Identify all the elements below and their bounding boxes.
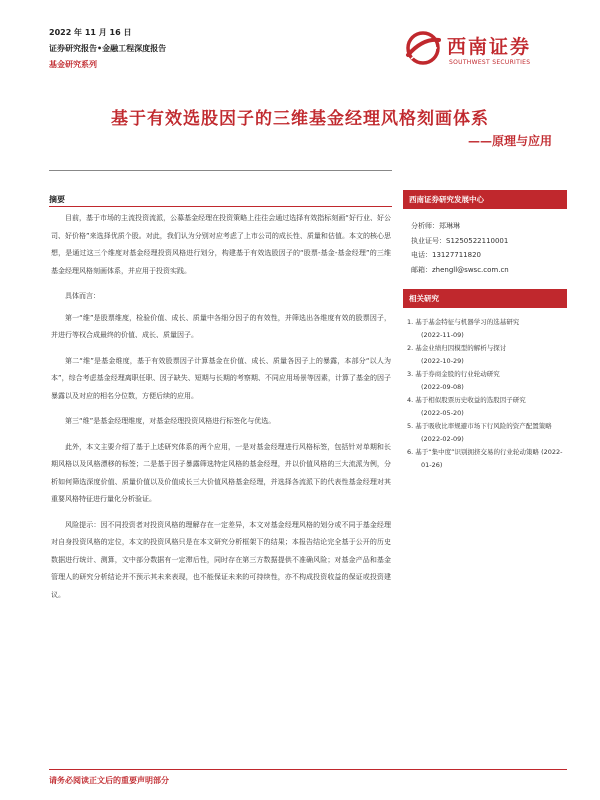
abstract-body [51,210,391,612]
report-subtitle: ——原理与应用 [467,134,552,148]
analyst-contact [403,209,567,283]
logo-name-cn: 西南证券 [447,36,532,58]
report-type: 证券研究报告•金融工程深度报告 [49,44,167,53]
report-series: 基金研究系列 [49,60,97,69]
phone-label: 电话： [411,251,432,259]
analyst-label: 分析师： [411,222,439,230]
abstract-paragraph: 目前，基于市场的主流投资流派，公募基金经理在投资策略上往往会通过选择有效指标刻画“好行业、好公司、好价格”来选择优质个股。对此，我们认为分别对应考虑了上市公司的成长性、质量和估值。本文的核心思想，是通过这三个维度对基金经理投资风格进行划分，构建基于有效选股因子的“股票-基金-基金经理”的三维基金经理风格刻画体系，并应用于投资实践。 [51,214,391,275]
related-item[interactable]: 3. 基于券商金股的行业轮动研究 (2022-09-08) [407,370,500,391]
related-item[interactable]: 5. 基于吸收比率规避市场下行风险的资产配置策略 (2022-02-09) [407,422,552,443]
abstract-paragraph: 第三“维”是基金经理维度，对基金经理投资风格进行标签化与优选。 [65,417,276,425]
related-item[interactable]: 1. 基于基金特征与机器学习的选基研究 (2022-11-09) [407,318,520,339]
license-number: S1250522110001 [446,236,509,245]
logo-emblem-icon [403,28,443,68]
license-label: 执业证号： [411,236,446,245]
abstract-divider [49,206,392,207]
email-label: 邮箱： [411,265,432,274]
related-item[interactable]: 4. 基于相似股票历史收益的选股因子研究 (2022-05-20) [407,396,526,417]
footer-divider [49,769,567,770]
related-research-list [403,308,567,471]
related-research-heading: 相关研究 [403,289,567,308]
related-item[interactable]: 6. 基于“集中度”识别拥挤交易的行业轮动策略 (2022-01-26) [407,448,563,469]
abstract-heading: 摘要 [49,195,65,204]
abstract-paragraph: 第二“维”是基金维度，基于有效股票因子计算基金在价值、成长、质量各因子上的暴露，本部分“以人为本”，综合考虑基金经理离职任职、因子缺失、短期与长期的考察期、不同应用场景等因素，计算了基金的因子暴露以及对应的相名分位数，方便后续的应用。 [51,356,391,400]
report-date: 2022 年 11 月 16 日 [49,28,132,37]
sidebar [403,190,567,472]
risk-warning: 风险提示：因不同投资者对投资风格的理解存在一定差异，本文对基金经理风格的划分或不同于基金经理对自身投资风格的定位，本文的投资风格只是在本文研究分析框架下的结果；本报告结论完全基于公开的历史数据进行统计、测算，文中部分数据有一定滞后性，同时存在第三方数据提供不准确风险；对基金产品和基金管理人的研究分析结论并不预示其未来表现，也不能保证未来的可持续性，亦不构成投资收益的保证或投资建议。 [51,520,391,599]
company-logo [403,26,563,72]
abstract-paragraph: 此外，本文主要介绍了基于上述研究体系的两个应用，一是对基金经理进行风格标签，包括针对单期和长期风格以及风格漂移的标签；二是基于因子暴露筛选特定风格的基金经理，并以价值风格的三大流派为例，分析如何筛选深度价值、质量价值以及价值成长三大价值风格基金经理，并选择各流派下的代表性基金经理对其重要风格特征进行量化分析验证。 [51,442,391,503]
research-center-heading: 西南证券研究发展中心 [403,190,567,209]
footer-disclaimer: 请务必阅读正文后的重要声明部分 [49,776,169,785]
logo-name-en: SOUTHWEST SECURITIES [449,59,531,66]
abstract-paragraph: 具体而言： [65,292,100,300]
abstract-paragraph: 第一“维”是股票维度，检验价值、成长、质量中各细分因子的有效性，并筛选出各维度有效的股票因子，并进行等权合成最终的价值、成长、质量因子。 [51,313,391,339]
divider [49,170,392,171]
email-address[interactable]: zhengll@swsc.com.cn [432,265,509,274]
analyst-name: 郑琳琳 [439,222,460,230]
report-title: 基于有效选股因子的三维基金经理风格刻画体系 [111,109,489,129]
phone-number: 13127711820 [432,251,481,259]
related-item[interactable]: 2. 基金业绩归因模型的解析与探讨 (2022-10-29) [407,344,507,365]
